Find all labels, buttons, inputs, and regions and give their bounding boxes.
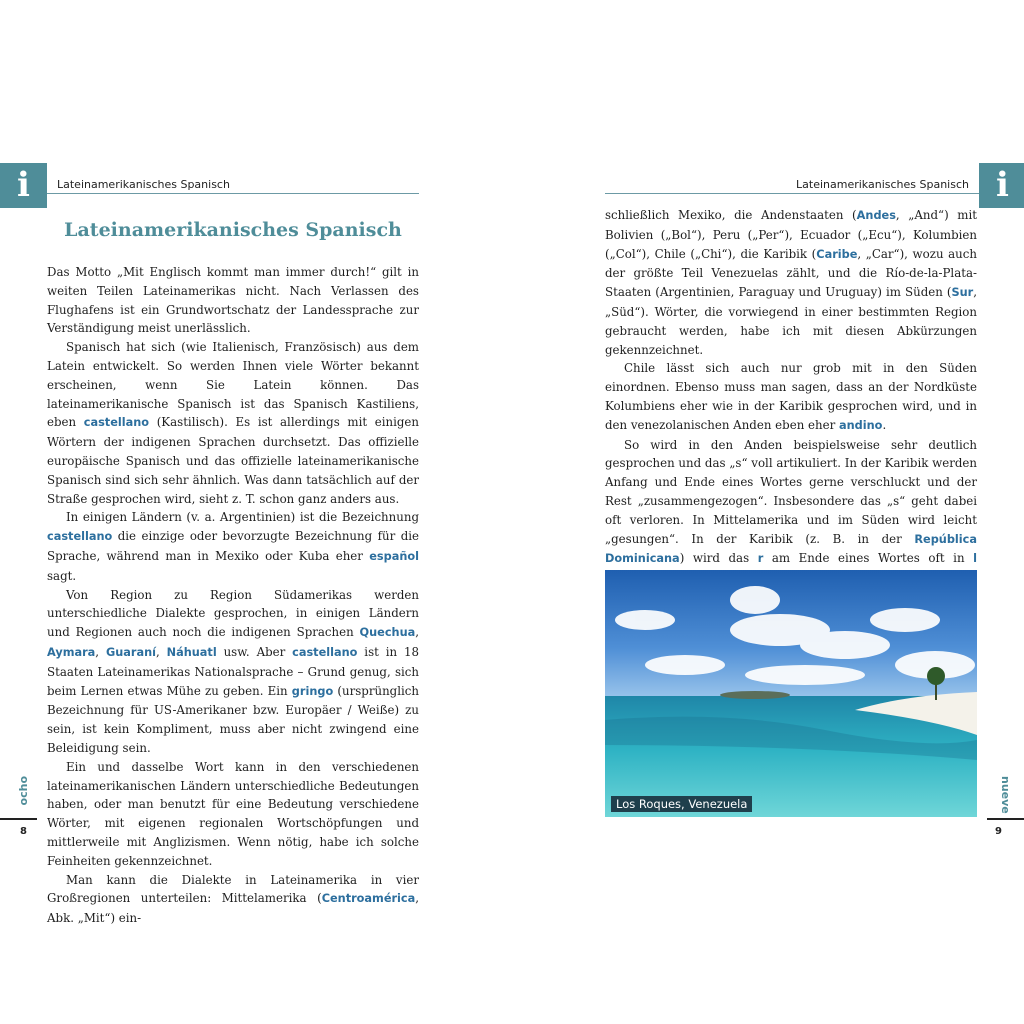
paragraph xyxy=(47,586,419,758)
paragraph xyxy=(47,508,419,585)
page-number-right: 9 xyxy=(995,826,1002,837)
side-label-nueve: nueve xyxy=(999,776,1012,814)
text-run: die einzige oder bevorzugte Bezeichnung für die Sprache, während man in Mexiko oder Kuba eher xyxy=(47,529,419,563)
text-run: sagt. xyxy=(47,568,77,583)
paragraph xyxy=(605,206,977,359)
text-run: In einigen Ländern (v. a. Argentinien) ist die Bezeichnung xyxy=(66,510,419,525)
paragraph xyxy=(47,871,419,928)
spanish-term: Guaraní xyxy=(105,645,156,659)
text-run: usw. Aber xyxy=(216,644,293,659)
spanish-term: r xyxy=(757,552,764,566)
text-run: , „Süd“). Wörter, die vorwiegend in einer bestimmten Region gebraucht werden, habe ich mit diesen Abkürzungen gekennzeichnet. xyxy=(605,285,977,357)
paragraph xyxy=(47,263,419,338)
paragraph xyxy=(47,758,419,871)
text-run: ist in 18 Staaten Lateinamerikas Nationalsprache – Grund genug, sich beim Lernen etwas Mühe zu geben. Ein xyxy=(47,644,420,698)
info-icon: i xyxy=(979,163,1024,208)
right-body-text xyxy=(605,206,977,589)
page-number-rule xyxy=(0,818,37,820)
spanish-term: Náhuatl xyxy=(166,645,217,659)
text-run: schließlich Mexiko, die Andenstaaten ( xyxy=(605,208,857,222)
spanish-term: andino xyxy=(839,418,883,432)
spanish-term: l xyxy=(973,552,977,566)
text-run: , xyxy=(415,625,419,640)
text-run: ) wird das xyxy=(679,551,758,566)
text-run: , xyxy=(156,644,167,659)
text-run: am Ende eines Wortes oft in xyxy=(763,551,974,566)
text-run: Spanisch hat sich (wie Italienisch, Französisch) aus dem Latein entwickelt. So werden Ihnen viele Wörter bekannt erscheinen, wenn Sie Latein können. Das lateinamerikanische Spanisch ist das Spanisch Kastiliens, eben xyxy=(47,340,419,430)
paragraph xyxy=(47,338,419,508)
text-run: Das Motto „Mit Englisch kommt man immer durch!“ gilt in weiten Teilen Lateinamerikas nicht. Nach Verlassen des Flughafens ist ein Grundwortschatz der Landessprache zur Verständigung meist unerlässlich. xyxy=(47,265,419,336)
header-rule xyxy=(605,193,979,194)
chapter-title: Lateinamerikanisches Spanisch xyxy=(64,219,402,241)
spanish-term: gringo xyxy=(291,684,334,698)
spanish-term: Caribe xyxy=(816,247,858,261)
right-page xyxy=(512,0,1024,1024)
spanish-term: Centroamérica xyxy=(321,892,416,906)
photo-caption: Los Roques, Venezuela xyxy=(611,796,752,812)
info-icon: i xyxy=(0,163,47,208)
text-run: (ursprünglich Bezeichnung für US-Amerikaner bzw. Europäer / Weiße) zu sein, ist kein Kompliment, muss aber nicht zwingend eine Beleidigung sein. xyxy=(47,683,419,755)
text-run: So wird in den Anden beispielsweise sehr deutlich gesprochen und das „s“ voll artikuliert. In der Karibik werden Anfang und Ende eines Wortes gerne verschluckt und der Rest „zusammengezogen“. Insbesondere das „s“ geht dabei oft verloren. In Mittelamerika und im Süden wird leicht „gesungen“. In der Karibik (z. B. in der xyxy=(605,437,977,546)
text-run: , „And“) mit Bolivien („Bol“), Peru („Per“), Ecuador („Ecu“), Kolumbien („Col“), Chile („Chi“), die Karibik ( xyxy=(605,208,977,261)
spanish-term: castellano xyxy=(83,416,150,430)
text-run: (Kastilisch). Es ist allerdings mit einigen Wörtern der indigenen Sprachen durchsetzt. Das offizielle europäische Spanisch und das offizielle lateinamerikanische Spanisch sind sich sehr ähnlich. Was dann tatsächlich auf der Straße gesprochen wird, sieht z. T. schon ganz anders aus. xyxy=(47,415,419,506)
running-head-left: Lateinamerikanisches Spanisch xyxy=(57,178,230,191)
text-run: , Abk. „Mit“) ein- xyxy=(47,891,419,926)
text-run: Von Region zu Region Südamerikas werden unterschiedliche Dialekte gesprochen, in einigen Ländern und Regionen auch noch die indigenen Sprachen xyxy=(47,587,419,640)
beach-photo xyxy=(605,570,977,817)
side-label-ocho: ocho xyxy=(17,776,30,806)
spanish-term: Andes xyxy=(856,209,896,222)
text-run: Man kann die Dialekte in Lateinamerika in vier Großregionen unterteilen: Mittelamerika ( xyxy=(47,872,419,906)
page-number-left: 8 xyxy=(20,826,27,837)
left-body-text xyxy=(47,263,419,928)
spanish-term: República Dominicana xyxy=(605,532,977,566)
spanish-term: Aymara xyxy=(47,645,96,659)
text-run: , „Car“), wozu auch der größte Teil Venezuelas zählt, und die Río-de-la-Plata-Staaten (Argentinien, Paraguay und Uruguay) im Süden ( xyxy=(605,246,977,300)
page-number-rule xyxy=(987,818,1024,820)
spanish-term: Sur xyxy=(951,286,974,300)
text-run: . xyxy=(882,417,887,432)
paragraph xyxy=(605,436,977,589)
text-run: Ein und dasselbe Wort kann in den verschiedenen lateinamerikanischen Ländern unterschiedliche Bedeutungen haben, oder man benutzt für eine Bedeutung verschiedene Wörter, mit eigenen regionalen Wortschöpfungen und mittlerweile mit Anglizismen. Wenn nötig, habe ich solche Feinheiten gekennzeichnet. xyxy=(47,759,419,868)
text-run: Chile lässt sich auch nur grob mit in den Süden einordnen. Ebenso muss man sagen, dass an der Nordküste Kolumbiens eher wie in der Karibik gesprochen wird, und in den venezolanischen Anden eben eher xyxy=(605,361,977,432)
spanish-term: castellano xyxy=(292,645,358,659)
beach-photo-image xyxy=(605,570,977,817)
text-run: , xyxy=(95,644,106,659)
running-head-right: Lateinamerikanisches Spanisch xyxy=(796,178,969,191)
spanish-term: español xyxy=(369,549,419,563)
spanish-term: Quechua xyxy=(359,626,416,640)
spanish-term: castellano xyxy=(47,530,113,544)
paragraph xyxy=(605,359,977,435)
header-rule xyxy=(47,193,419,194)
